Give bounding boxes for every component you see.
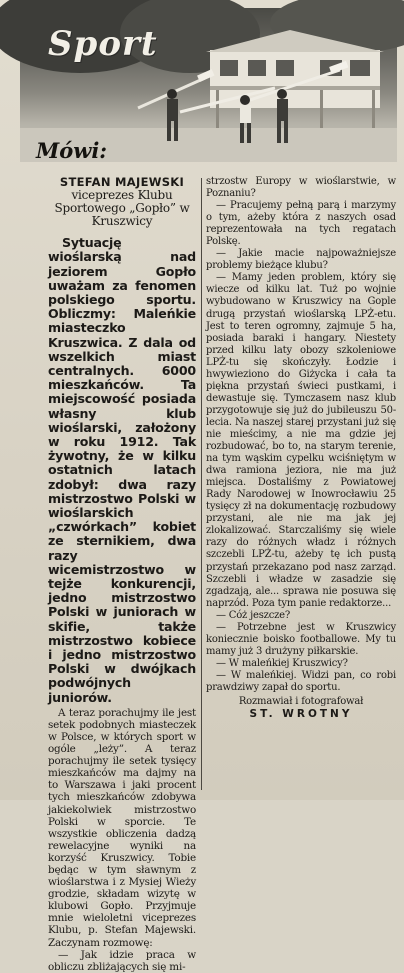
interview-answer: — Mamy jeden problem, który się wiecze od kilku lat. Tuż po wojnie wybudowano w Kruszwicy na Gople drugą przystań wioślarską LPŻ-etu. Jest to teren ogromny, zajmuje 5 ha, posiada baraki i hangary. Niestety przed kilku laty obozy szkoleniowe LPŻ-tu się skończyły. Łodzie i hwywieziono do Giżycka i cała ta piękna przystań świeci pustkami, i dewastuje się. Tymczasem nasz klub przygotowuje się już do jubileuszu 50-lecia. Na naszej starej przystani już się nie mieścimy, a nie ma gdzie jej rozbudować, bo to, na starym terenie, na tym wąskim cypelku wciśniętym w dwa ramiona jeziora, nie ma już miejsca. Dostaliśmy z Powiatowej Rady Narodowej w Inowrocławiu 25 tysięcy zł na dokumentację rozbudowy przystani, ale nie ma jak jej zlokalizować. Starczaliśmy się wiele razy do różnych władz i różnych szczebli LPŻ-tu, ażeby tę ich pustą przystań przekazano pod nasz zarząd. Szczebli i władze w zasadzie się zgadzają, ale... sprawa nie posuwa się naprzód. Poza tym panie redaktorze...	[206, 272, 396, 609]
interview-question: — Jak idzie praca w obliczu zbliżających się mi-	[48, 948, 196, 973]
interviewee-name: STEFAN MAJEWSKI	[59, 175, 185, 189]
interview-answer: — Pracujemy pełną parą i marzymy o tym, ażeby która z naszych osad reprezentowała na tych regatach Polskę.	[206, 200, 396, 248]
interview-question: — W maleńkiej Kruszwicy?	[216, 657, 348, 669]
credit-name: ST. WROTNY	[249, 708, 353, 721]
article-paragraph: strzostw Europy w wioślarstwie, w Poznaniu?	[206, 176, 396, 200]
section-title: Sport	[48, 24, 158, 64]
credit-label: Rozmawiał i fotografował	[238, 696, 364, 708]
interview-question: — Jakie macie najpoważniejsze problemy bieżące klubu?	[206, 248, 396, 272]
interviewee-role: viceprezes Klubu Sportowego „Gopło” w Kruszwicy	[54, 188, 190, 229]
article-right-column	[206, 176, 396, 720]
interview-answer: — Potrzebne jest w Kruszwicy koniecznie boisko footballowe. My tu mamy już 3 drużyny piłkarskie.	[206, 621, 396, 657]
column-divider	[201, 178, 202, 790]
article-lead: Sytuację wioślarską nad jeziorem Gopło uważam za fenomen polskiego sportu. Obliczmy: Maleńkie miasteczko Kruszwica. Z dala od wszelkich miast centralnych. 6000 mieszkańców. Ta miejscowość posiada własny klub wioślarski, założony w roku 1912. Tak żywotny, że w kilku ostatnich latach zdobył: dwa razy mistrzostwo Polski w wioślarskich „czwórkach” kobiet ze sternikiem, dwa razy wicemistrzostwo w tejże konkurencji, jedno mistrzostwo Polski w juniorach w skifie, także mistrzostwo kobiece i jedno mistrzostwo Polski w dwójkach podwójnych juniorów.	[48, 235, 196, 705]
interview-question: — Cóż jeszcze?	[216, 609, 291, 621]
article-left-column	[48, 176, 196, 973]
article-paragraph: A teraz porachujmy ile jest setek podobnych miasteczek w Polsce, w których sport w ogóle „leży”. A teraz porachujmy ile setek tysięcy mieszkańców ma dajmy na to Warszawa i jaki procent tych mieszkańców zdobywa jakiekolwiek mistrzostwo Polski w sporcie. Te wszystkie obliczenia dadzą rewelacyjne wyniki na korzyść Kruszwicy. Tobie będąc w tym sławnym z wioślarstwa i z Mysiej Wieży grodzie, składam wizytę w klubowi Gopło. Przyjmuje mnie wieloletni viceprezes Klubu, p. Stefan Majewski. Zaczynam rozmowę:	[48, 706, 196, 949]
interview-answer: — W maleńkiej. Widzi pan, co robi prawdziwy zapał do sportu.	[206, 669, 396, 693]
speaker-label: Mówi:	[36, 138, 108, 163]
